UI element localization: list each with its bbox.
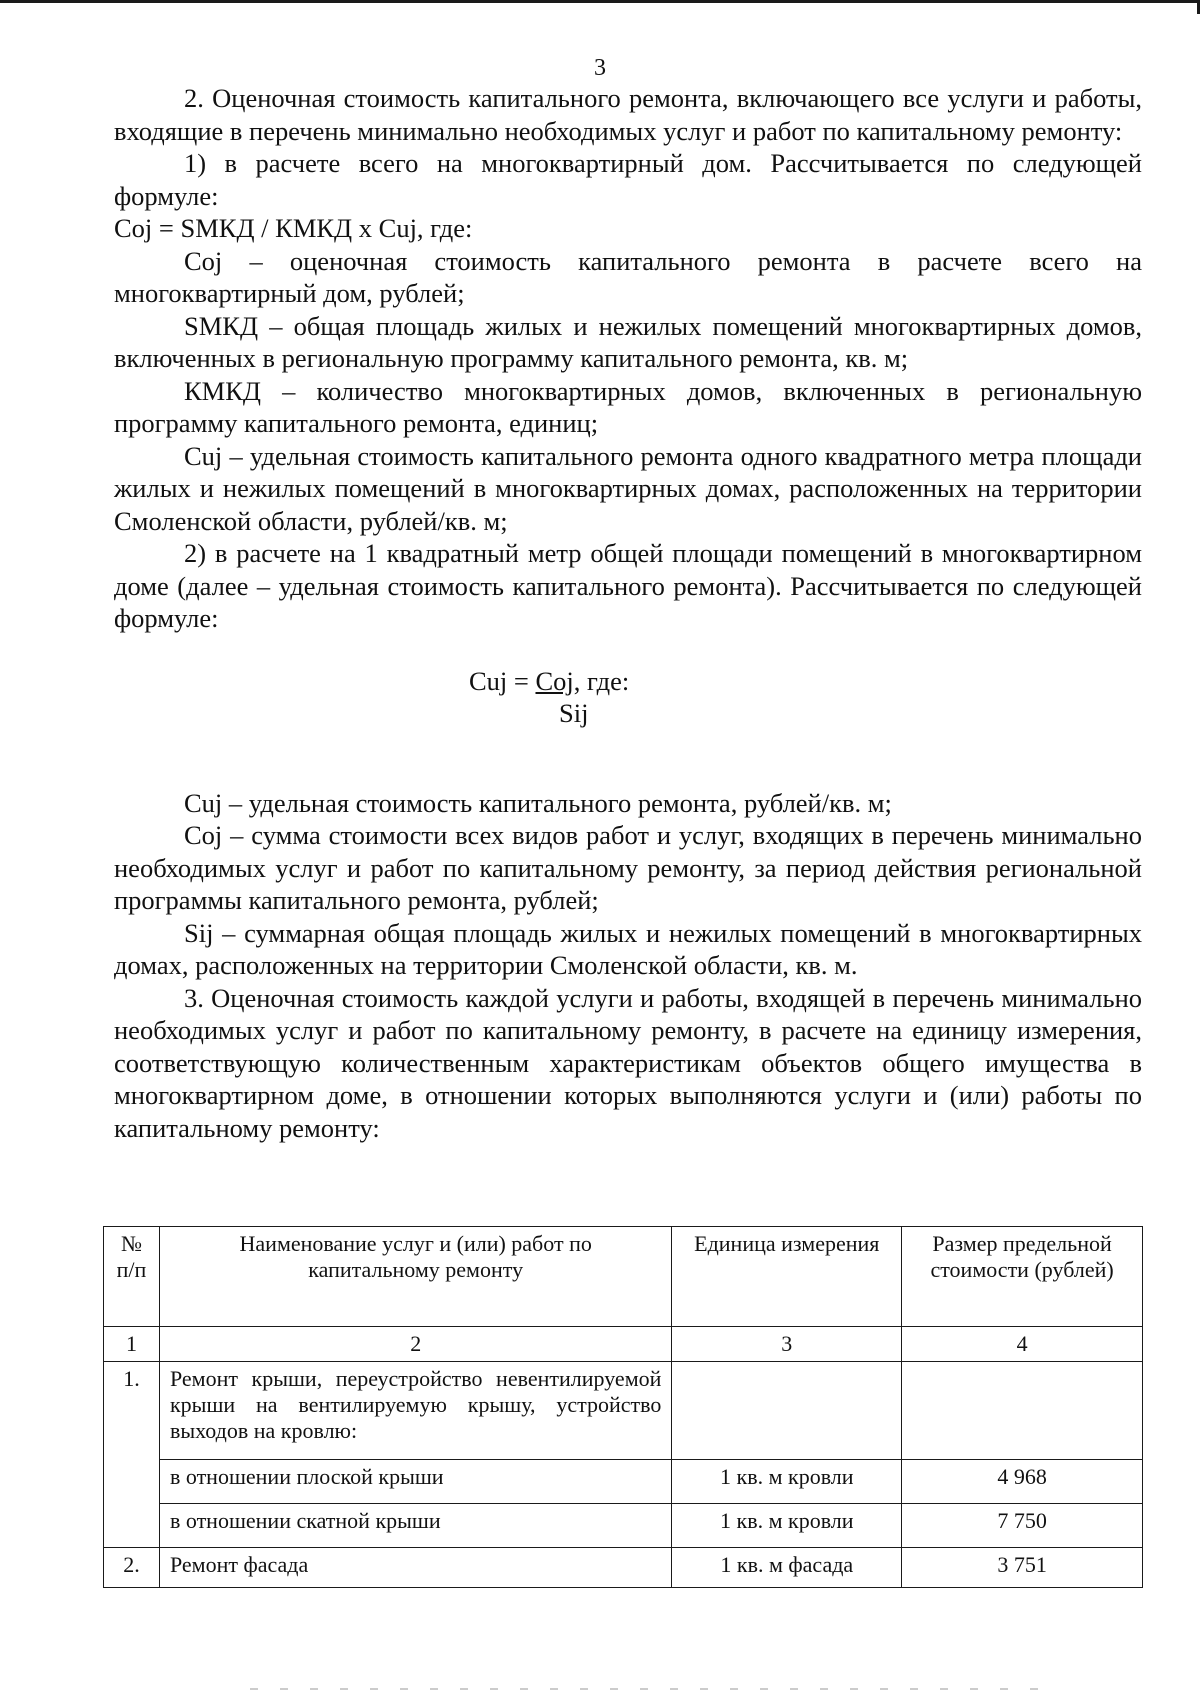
formula-cuj-right: , где:: [573, 665, 630, 696]
paragraph-3: 3. Оценочная стоимость каждой услуги и работы, входящей в перечень минимально необходимых услуг и работ по капитальному ремонту, в расчете на единицу измерения, соответствующую количественным характеристикам объектов общего имущества в многоквартирном доме, в отношении которых выполняются услуги и (или) работы по капитальному ремонту:: [114, 982, 1142, 1143]
definition2-cuj: Cuj – удельная стоимость капитального ремонта, рублей/кв. м;: [184, 787, 892, 818]
formula-cuj-numerator: Coj: [535, 665, 574, 696]
formula-cuj: [114, 665, 1142, 755]
row-unit: 1 кв. м кровли: [672, 1504, 902, 1548]
row-name: в отношении плоской крыши: [159, 1460, 671, 1504]
header-cost: Размер предельной стоимости (рублей): [902, 1227, 1143, 1327]
row-name: Ремонт фасада: [159, 1548, 671, 1588]
formula-coj: Coj = SМКД / КМКД х Cuj, где:: [114, 213, 473, 243]
colnum-3: 3: [672, 1327, 902, 1362]
table-header-row: [104, 1227, 1143, 1327]
row-cost: [902, 1362, 1143, 1460]
paragraph-2: 2. Оценочная стоимость капитального ремонта, включающего все услуги и работы, входящие в перечень минимально необходимых услуг и работ по капитальному ремонту:: [114, 83, 1142, 146]
row-name: Ремонт крыши, переустройство невентилируемой крыши на вентилируемую крышу, устройство выходов на кровлю:: [159, 1362, 671, 1460]
paragraph-2-1: 1) в расчете всего на многоквартирный дом. Рассчитывается по следующей формуле:: [114, 148, 1142, 211]
header-num: № п/п: [104, 1227, 160, 1327]
row-num: 1.: [104, 1362, 160, 1548]
table-row: [104, 1504, 1143, 1548]
paragraph-2-2: 2) в расчете на 1 квадратный метр общей площади помещений в многоквартирном доме (далее – удельная стоимость капитального ремонта). Рассчитывается по следующей формуле:: [114, 538, 1142, 633]
formula-cuj-left: Cuj =: [469, 665, 536, 696]
row-name: в отношении скатной крыши: [159, 1504, 671, 1548]
colnum-2: 2: [159, 1327, 671, 1362]
definition-smkd: SМКД – общая площадь жилых и нежилых помещений многоквартирных домов, включенных в региональную программу капитального ремонта, кв. м;: [114, 310, 1142, 373]
row-cost: 7 750: [902, 1504, 1143, 1548]
table-row: [104, 1460, 1143, 1504]
table-colnum-row: [104, 1327, 1143, 1362]
row-cost: 4 968: [902, 1460, 1143, 1504]
table-row: [104, 1548, 1143, 1588]
formula-cuj-denominator: Sij: [559, 697, 589, 728]
row-unit: 1 кв. м фасада: [672, 1548, 902, 1588]
definition-cuj: Cuj – удельная стоимость капитального ремонта одного квадратного метра площади жилых и нежилых помещений в многоквартирных домах, расположенных на территории Смоленской области, рублей/кв. м;: [114, 440, 1142, 536]
cost-table: [103, 1226, 1143, 1588]
colnum-1: 1: [104, 1327, 160, 1362]
table-row: [104, 1362, 1143, 1460]
scan-top-border: [0, 0, 1200, 3]
page-number: 3: [594, 55, 606, 81]
document-body: [114, 82, 1142, 1144]
definition2-sij: Sij – суммарная общая площадь жилых и нежилых помещений в многоквартирных домах, расположенных на территории Смоленской области, кв. м.: [114, 917, 1142, 980]
row-num: 2.: [104, 1548, 160, 1588]
row-unit: [672, 1362, 902, 1460]
colnum-4: 4: [902, 1327, 1143, 1362]
definition2-coj: Coj – сумма стоимости всех видов работ и услуг, входящих в перечень минимально необходимых услуг и работ по капитальному ремонту, за период действия региональной программы капитального ремонта, рублей;: [114, 820, 1142, 915]
header-unit: Единица измерения: [672, 1227, 902, 1327]
row-cost: 3 751: [902, 1548, 1143, 1588]
header-name: Наименование услуг и (или) работ по капитальному ремонту: [159, 1227, 671, 1327]
scan-noise: [250, 1688, 1050, 1690]
row-unit: 1 кв. м кровли: [672, 1460, 902, 1504]
definition-coj: Coj – оценочная стоимость капитального ремонта в расчете всего на многоквартирный дом, рублей;: [114, 245, 1142, 308]
definition-kmkd: КМКД – количество многоквартирных домов, включенных в региональную программу капитального ремонта, единиц;: [114, 375, 1142, 438]
